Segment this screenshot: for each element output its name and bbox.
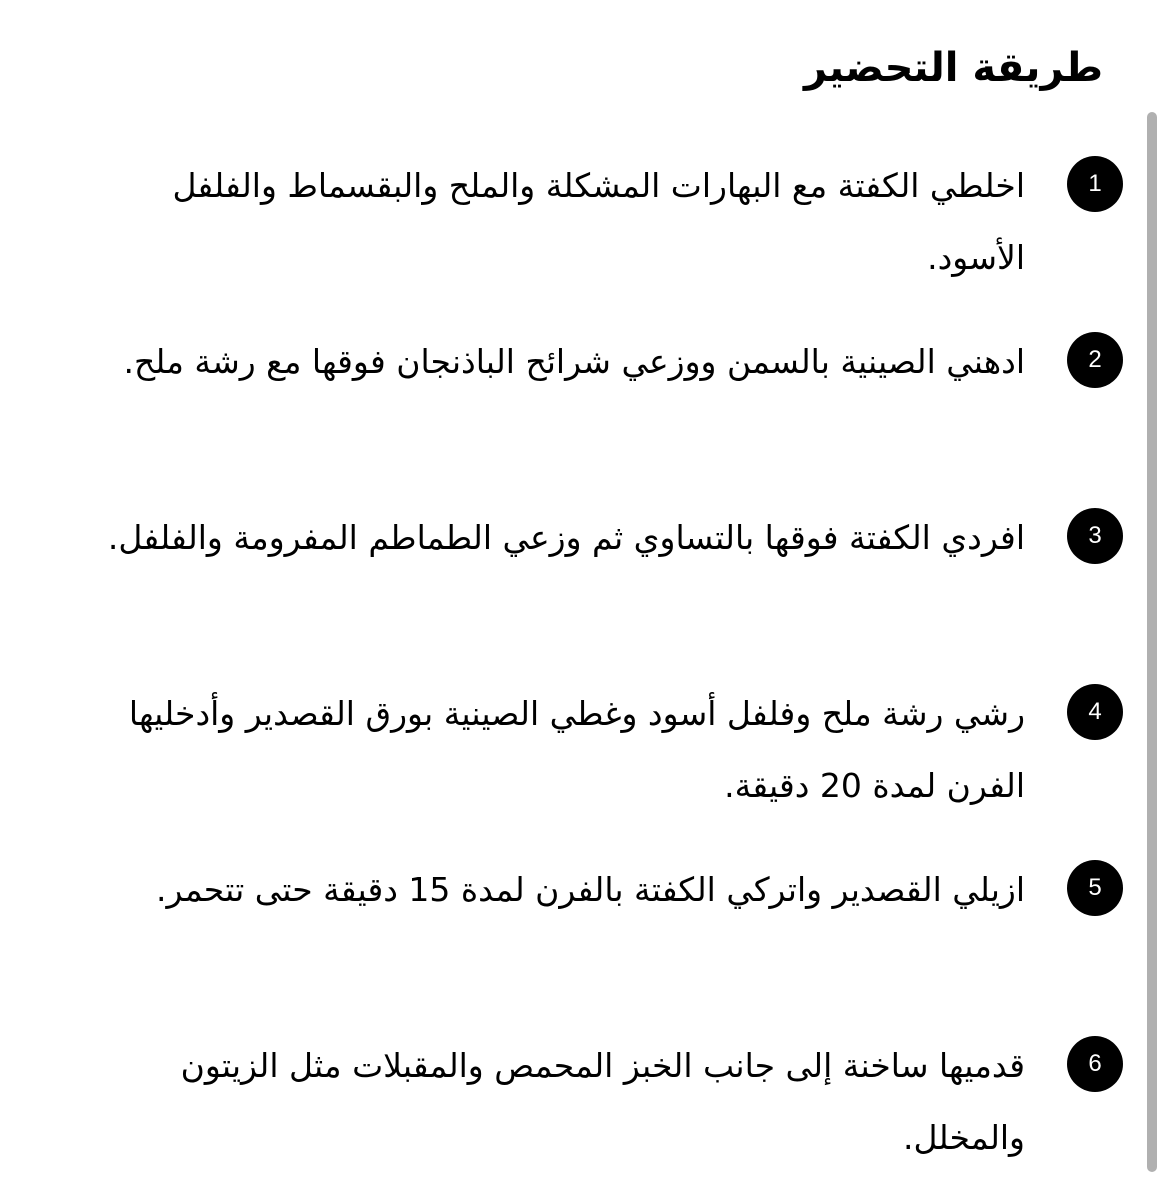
step-text: ازيلي القصدير واتركي الكفتة بالفرن لمدة 15 دقيقة حتى تتحمر. [156,870,1025,909]
step-1 [43,150,1123,326]
step-4 [43,678,1123,854]
scrollbar-thumb[interactable] [1147,112,1157,1172]
step-2 [43,326,1123,502]
step-text: افردي الكفتة فوقها بالتساوي ثم وزعي الطماطم المفرومة والفلفل. [107,518,1025,557]
step-number-badge: 3 [1067,508,1123,564]
step-number-badge: 6 [1067,1036,1123,1092]
step-text: ادهني الصينية بالسمن ووزعي شرائح الباذنجان فوقها مع رشة ملح. [123,342,1025,381]
step-number-badge: 5 [1067,860,1123,916]
step-text: رشي رشة ملح وفلفل أسود وغطي الصينية بورق القصدير وأدخليها الفرن لمدة 20 دقيقة. [128,694,1025,805]
section-title: طريقة التحضير [803,45,1103,91]
step-text: قدميها ساخنة إلى جانب الخبز المحمص والمقبلات مثل الزيتون والمخلل. [180,1046,1025,1157]
step-number-badge: 4 [1067,684,1123,740]
step-number-badge: 2 [1067,332,1123,388]
vertical-scrollbar[interactable] [1147,112,1157,1172]
step-3 [43,502,1123,678]
step-6 [43,1030,1123,1200]
step-text: اخلطي الكفتة مع البهارات المشكلة والملح والبقسماط والفلفل الأسود. [172,166,1025,277]
steps-list [43,150,1123,1200]
step-number-badge: 1 [1067,156,1123,212]
step-5 [43,854,1123,1030]
